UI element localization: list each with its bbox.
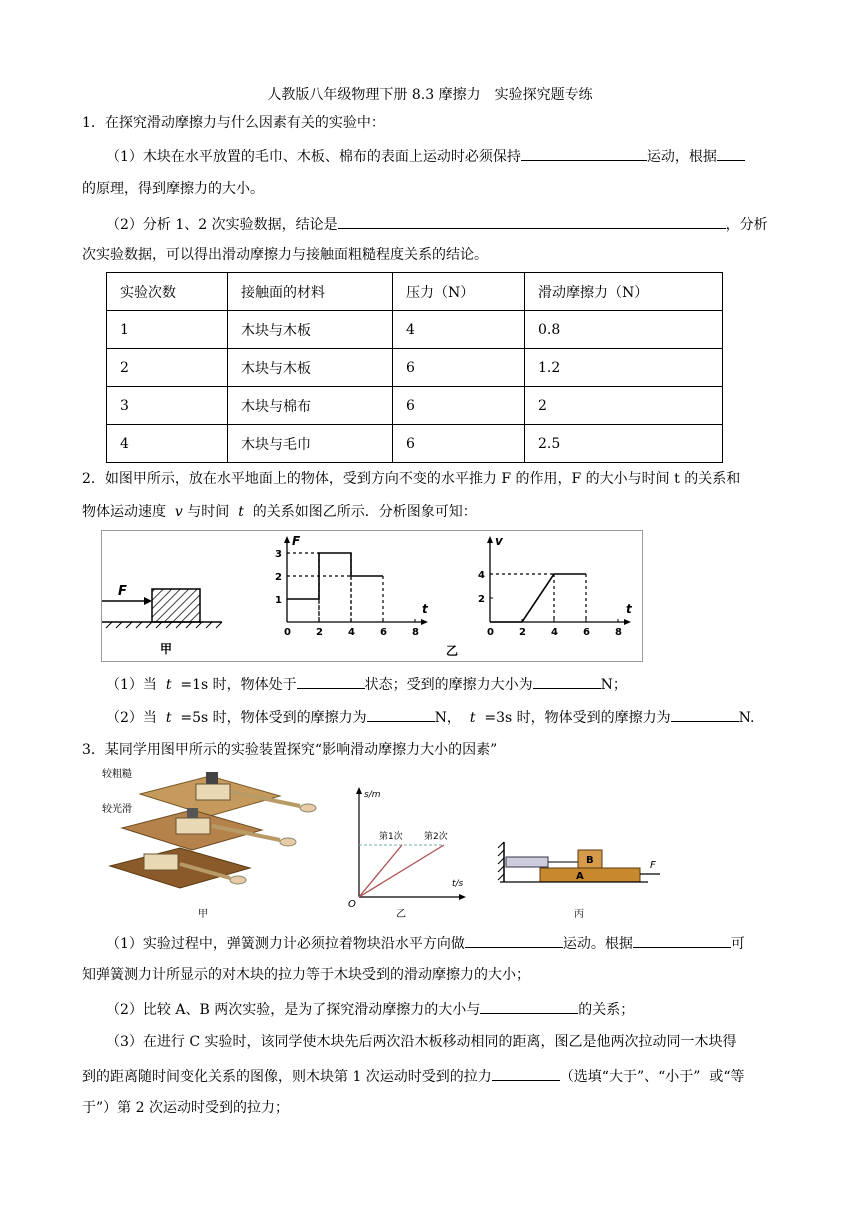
v-x-tick-label: 2 bbox=[519, 627, 526, 638]
f-ticks bbox=[275, 549, 419, 638]
table-header-row bbox=[107, 273, 723, 311]
fig-label-jia: 甲 bbox=[160, 642, 173, 656]
q2-sub2-text: =5s 时，物体受到的摩擦力为 bbox=[180, 710, 367, 726]
spring-scale bbox=[506, 857, 548, 867]
table-cell: 6 bbox=[393, 387, 525, 425]
q3-part3-text: 到的距离随时间变化关系的图像，则木块第 1 次运动时受到的拉力 bbox=[82, 1069, 492, 1085]
q1-part1-text-a: （1）木块在水平放置的毛巾、木板、棉布的表面上运动时必须保持 bbox=[106, 149, 521, 165]
q2-sub2 bbox=[106, 706, 754, 728]
q3-part2 bbox=[106, 998, 634, 1020]
block-b-label: B bbox=[586, 855, 594, 866]
q3-stem: 3．某同学用图甲所示的实验装置探究“影响滑动摩擦力大小的因素” bbox=[82, 742, 498, 758]
st-y-label: s/m bbox=[364, 790, 381, 800]
wall-hatch bbox=[498, 842, 504, 880]
table-row bbox=[107, 311, 723, 349]
block-bottom bbox=[144, 854, 178, 870]
board-bottom bbox=[110, 848, 250, 888]
table-header-cell: 接触面的材料 bbox=[228, 273, 393, 311]
st-x-label: t/s bbox=[452, 879, 464, 889]
q2-sub1-text: （1）当 bbox=[106, 677, 157, 693]
q2-stem-line2 bbox=[82, 502, 477, 522]
q1-part1 bbox=[106, 145, 745, 167]
q2-sub1-text: N； bbox=[600, 677, 627, 693]
q1-stem: 1．在探究滑动摩擦力与什么因素有关的实验中： bbox=[82, 115, 385, 131]
q1-part1-text-b: 运动，根据 bbox=[646, 149, 717, 165]
f-axis-label: F bbox=[292, 534, 301, 548]
pull-force-label: F bbox=[650, 860, 656, 871]
v-y-tick-label: 4 bbox=[478, 570, 485, 581]
label-rough: 较粗糙 bbox=[102, 769, 132, 780]
q2-var-t: t bbox=[165, 710, 172, 726]
q3-blank-factor[interactable] bbox=[480, 998, 578, 1014]
f-x-tick-label: 6 bbox=[380, 627, 387, 638]
q2-figure bbox=[101, 530, 643, 662]
q2-stem-line1: 2．如图甲所示，放在水平地面上的物体，受到方向不变的水平推力 F 的作用，F 的大小与时间 t 的关系和 bbox=[82, 471, 741, 487]
q2-blank-friction-1[interactable] bbox=[533, 673, 601, 689]
force-arrow-head bbox=[144, 597, 152, 605]
block-a bbox=[540, 868, 640, 882]
f-x-tick-label: 4 bbox=[348, 627, 355, 638]
q3-blank-motion[interactable] bbox=[465, 932, 563, 948]
v-x-arrow bbox=[624, 619, 631, 625]
f-y-arrow bbox=[284, 536, 290, 543]
fig-label-yi: 乙 bbox=[446, 644, 459, 658]
q2-sub1-text: 状态；受到的摩擦力大小为 bbox=[364, 677, 533, 693]
table-row bbox=[107, 387, 723, 425]
st-run2-label: 第2次 bbox=[424, 832, 448, 842]
st-x-arrow bbox=[459, 894, 466, 900]
force-label: F bbox=[118, 584, 127, 599]
q3-part1 bbox=[106, 932, 745, 954]
v-series-line bbox=[490, 574, 586, 622]
q3-part2-text: （2）比较 A、B 两次实验，是为了探究滑动摩擦力的大小与 bbox=[106, 1002, 481, 1018]
f-x-tick-label: 0 bbox=[284, 627, 291, 638]
hand-bottom bbox=[230, 876, 246, 884]
q2-stem-text: 物体运动速度 bbox=[82, 504, 166, 520]
q3-blank-compare[interactable] bbox=[492, 1065, 560, 1081]
table-cell: 6 bbox=[393, 349, 525, 387]
f-y-tick-label: 1 bbox=[275, 595, 282, 606]
f-y-tick-label: 3 bbox=[275, 549, 282, 560]
v-x-tick-label: 6 bbox=[583, 627, 590, 638]
label-jia: 甲 bbox=[198, 909, 208, 920]
v-x-tick-label: 4 bbox=[551, 627, 558, 638]
f-guides bbox=[287, 553, 383, 622]
q2-sub2-text: N. bbox=[738, 710, 755, 726]
q2-var-v: v bbox=[174, 504, 183, 520]
table-cell: 4 bbox=[107, 425, 228, 463]
q2-sub2-text: =3s 时，物体受到的摩擦力为 bbox=[484, 710, 671, 726]
st-run2-line bbox=[359, 845, 444, 897]
v-y-arrow bbox=[487, 536, 493, 543]
table-cell: 木块与棉布 bbox=[228, 387, 393, 425]
v-x-tick-label: 0 bbox=[487, 627, 494, 638]
table-cell: 3 bbox=[107, 387, 228, 425]
v-axis-label: v bbox=[495, 534, 503, 548]
q2-figure-svg bbox=[102, 531, 642, 661]
table-header-cell: 压力（N） bbox=[393, 273, 525, 311]
q3-part3-text: （选填“大于”、“小于” bbox=[559, 1069, 701, 1085]
data-table bbox=[106, 272, 723, 463]
ground-hatch bbox=[106, 622, 222, 628]
q2-sub1-text: =1s 时，物体处于 bbox=[180, 677, 297, 693]
table-row bbox=[107, 349, 723, 387]
label-bing: 丙 bbox=[574, 909, 584, 920]
st-y-arrow bbox=[356, 787, 362, 794]
q3-part1-text: （1）实验过程中，弹簧测力计必须拉着物块沿水平方向做 bbox=[106, 936, 465, 952]
f-x-arrow bbox=[421, 619, 428, 625]
q2-var-t: t bbox=[165, 677, 172, 693]
f-x-tick-label: 2 bbox=[316, 627, 323, 638]
st-origin: O bbox=[348, 899, 356, 910]
q3-part3-line2 bbox=[82, 1065, 745, 1087]
q3-st-graph bbox=[348, 787, 466, 920]
hatched-block bbox=[152, 589, 200, 622]
block-a-label: A bbox=[576, 871, 584, 882]
q2-blank-state[interactable] bbox=[297, 673, 365, 689]
table-cell: 1.2 bbox=[525, 349, 723, 387]
hand-mid bbox=[280, 838, 296, 846]
q3-part2-text: 的关系； bbox=[578, 1002, 635, 1018]
q2-var-t: t bbox=[469, 710, 476, 726]
st-run1-line bbox=[359, 845, 402, 897]
table-cell: 木块与木板 bbox=[228, 311, 393, 349]
f-x-tick-label: 8 bbox=[412, 627, 419, 638]
q1-part1-cont: 的原理，得到摩擦力的大小。 bbox=[82, 181, 264, 197]
table-cell: 2.5 bbox=[525, 425, 723, 463]
q3-blank-principle[interactable] bbox=[633, 932, 731, 948]
table-cell: 0.8 bbox=[525, 311, 723, 349]
q3-figure bbox=[100, 762, 660, 922]
q3-part3-text: 或“等 bbox=[709, 1069, 745, 1085]
q1-blank-conclusion[interactable] bbox=[338, 213, 726, 229]
q2-blank-friction-5s[interactable] bbox=[367, 706, 435, 722]
st-run1-label: 第1次 bbox=[379, 832, 403, 842]
weight-top bbox=[206, 772, 218, 784]
v-x-tick-label: 8 bbox=[615, 627, 622, 638]
q2-sub2-text: （2）当 bbox=[106, 710, 157, 726]
weight-mid bbox=[187, 808, 198, 818]
hand-top bbox=[300, 804, 316, 812]
q1-blank-principle[interactable] bbox=[717, 145, 745, 161]
table-header-cell: 实验次数 bbox=[107, 273, 228, 311]
q2-var-t: t bbox=[238, 504, 244, 520]
table-header-cell: 滑动摩擦力（N） bbox=[525, 273, 723, 311]
table-row bbox=[107, 425, 723, 463]
q1-part2-cont: 次实验数据，可以得出滑动摩擦力与接触面粗糙程度关系的结论。 bbox=[82, 247, 488, 263]
q1-blank-motion[interactable] bbox=[521, 145, 647, 161]
q3-part3-line3: 于”）第 2 次运动时受到的拉力； bbox=[82, 1100, 289, 1116]
label-yi: 乙 bbox=[396, 909, 406, 920]
q2-blank-friction-3s[interactable] bbox=[671, 706, 739, 722]
q3-part1-text: 可 bbox=[730, 936, 745, 952]
q2-sub1 bbox=[106, 673, 627, 695]
f-y-tick-label: 2 bbox=[275, 572, 282, 583]
q3-part3-line1: （3）在进行 C 实验时，该同学使木块先后两次沿木板移动相同的距离，图乙是他两次拉动同一木块得 bbox=[106, 1034, 737, 1050]
q3-part1-cont: 知弹簧测力计所显示的对木块的拉力等于木块受到的滑动摩擦力的大小； bbox=[82, 967, 530, 983]
table-cell: 4 bbox=[393, 311, 525, 349]
v-y-tick-label: 2 bbox=[478, 594, 485, 605]
table-cell: 2 bbox=[107, 349, 228, 387]
q1-part2-text-a: （2）分析 1、2 次实验数据，结论是 bbox=[106, 217, 338, 233]
page-title: 人教版八年级物理下册 8.3 摩擦力 实验探究题专练 bbox=[267, 87, 593, 103]
q3-part1-text: 运动。根据 bbox=[562, 936, 633, 952]
v-t-graph bbox=[478, 534, 633, 638]
block-mid bbox=[176, 818, 210, 834]
f-time-label: t bbox=[422, 602, 428, 616]
table-cell: 1 bbox=[107, 311, 228, 349]
table-cell: 木块与毛巾 bbox=[228, 425, 393, 463]
block-top bbox=[196, 784, 230, 800]
table-cell: 木块与木板 bbox=[228, 349, 393, 387]
q2-sub2-text: N， bbox=[434, 710, 461, 726]
label-smooth: 较光滑 bbox=[102, 804, 132, 815]
q3-apparatus-bing bbox=[498, 842, 660, 920]
v-time-label: t bbox=[626, 602, 632, 616]
q2-stem-text: 与时间 bbox=[187, 504, 230, 520]
q1-part2 bbox=[106, 213, 768, 235]
table-cell: 6 bbox=[393, 425, 525, 463]
f-t-graph bbox=[275, 534, 429, 638]
q2-block-diagram bbox=[102, 584, 222, 628]
table-cell: 2 bbox=[525, 387, 723, 425]
q1-part2-text-b: ，分析 bbox=[725, 217, 768, 233]
q2-stem-text: 的关系如图乙所示．分析图象可知： bbox=[252, 504, 477, 520]
q3-apparatus-jia bbox=[102, 767, 316, 920]
